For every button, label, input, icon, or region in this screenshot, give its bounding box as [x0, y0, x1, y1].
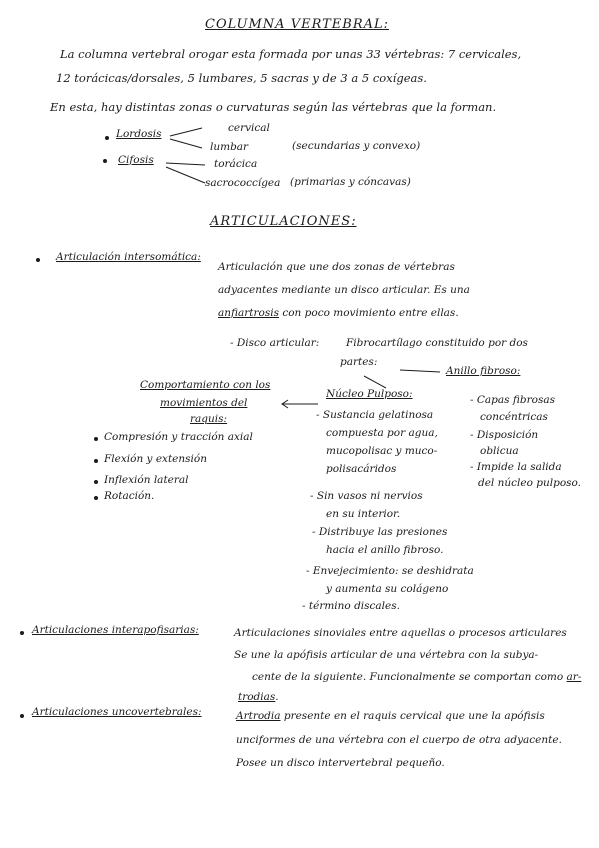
intro-line-3: En esta, hay distintas zonas o curvaturas según las vértebras que la forman.	[50, 100, 497, 114]
page-title: COLUMNA VERTEBRAL:	[205, 17, 390, 32]
anillo-heading: Anillo fibroso:	[446, 365, 521, 377]
line-lordosis-lumbar	[170, 139, 202, 148]
uncovertebrales-line-1: presente en el raquis cervical que une la apófisis	[280, 710, 545, 722]
nucleo-heading: Núcleo Pulposo:	[326, 388, 413, 400]
lumbar-label: lumbar	[210, 141, 249, 153]
lordosis-label: Lordosis	[116, 128, 162, 140]
nucleo-item: hacia el anillo fibroso.	[326, 544, 444, 556]
bullet-lordosis	[105, 136, 109, 140]
bullet-cifosis	[103, 159, 107, 163]
bullet-intersomatica	[36, 258, 40, 262]
interapofisarias-line-3: cente de la siguiente. Funcionalmente se comportan como	[252, 671, 567, 683]
anfiartrosis-term: anfiartrosis	[218, 307, 280, 319]
nucleo-item: - Distribuye las presiones	[312, 526, 448, 538]
arrow-to-comportamiento	[282, 400, 318, 408]
intro-line-1: La columna vertebral orogar esta formada por unas 33 vértebras: 7 cervicales,	[60, 47, 522, 61]
anillo-item: - Capas fibrosas	[470, 394, 555, 406]
sacrococcigea-label: sacrococcígea	[205, 177, 281, 189]
disco-label: - Disco articular:	[230, 337, 320, 349]
intersomatica-line-3: con poco movimiento entre ellas.	[279, 307, 459, 319]
line-to-nucleo	[364, 376, 386, 388]
nucleo-item: - Sustancia gelatinosa	[316, 409, 434, 421]
comportamiento-line-3: raquis:	[190, 413, 228, 425]
artrodias-term-part-1: ar-	[566, 671, 582, 683]
nucleo-item: en su interior.	[326, 508, 401, 520]
comportamiento-item: Inflexión lateral	[104, 474, 189, 486]
toracica-label: torácica	[214, 158, 258, 170]
interapofisarias-line-1: Articulaciones sinoviales entre aquellas o procesos articulares	[234, 627, 567, 639]
line-cifosis-sacro	[166, 167, 205, 183]
comportamiento-item: Compresión y tracción axial	[104, 431, 253, 443]
interapofisarias-line-2: Se une la apófisis articular de una vértebra con la subya-	[234, 649, 539, 661]
comportamiento-line-1: Comportamiento con los	[140, 379, 271, 391]
comportamiento-item: Rotación.	[104, 490, 155, 502]
anillo-item: - Impide la salida	[470, 461, 562, 473]
uncovertebrales-label: Articulaciones uncovertebrales:	[32, 706, 202, 718]
comportamiento-line-2: movimientos del	[160, 397, 248, 409]
comportamiento-item: Flexión y extensión	[104, 453, 207, 465]
nucleo-item: - Envejecimiento: se deshidrata	[306, 565, 474, 577]
line-cifosis-toracica	[166, 163, 205, 165]
disco-line-1: Fibrocartílago constituido por dos	[346, 337, 528, 349]
uncovertebrales-line-3: Posee un disco intervertebral pequeño.	[236, 757, 445, 769]
lordosis-note: (secundarias y convexo)	[292, 140, 421, 152]
nucleo-item: - término discales.	[302, 600, 400, 612]
artrodia-term: Artrodia	[236, 710, 281, 722]
bullet-comportamiento	[94, 496, 98, 500]
line-to-anillo	[400, 370, 440, 372]
bullet-uncovertebrales	[20, 714, 24, 718]
interapofisarias-line-4: .	[275, 691, 279, 703]
bullet-comportamiento	[94, 459, 98, 463]
intersomatica-line-1: Articulación que une dos zonas de vértebras	[218, 261, 455, 273]
cifosis-label: Cifosis	[118, 154, 154, 166]
anillo-item: concéntricas	[480, 411, 548, 423]
nucleo-item: - Sin vasos ni nervios	[310, 490, 423, 502]
nucleo-item: mucopolisac y muco-	[326, 445, 438, 457]
nucleo-item: compuesta por agua,	[326, 427, 438, 439]
artrodias-term-part-2: trodias	[238, 691, 276, 703]
cervical-label: cervical	[228, 122, 270, 134]
anillo-item: - Disposición	[470, 429, 539, 441]
intersomatica-line-2: adyacentes mediante un disco articular. Es una	[218, 284, 470, 296]
nucleo-item: y aumenta su colágeno	[326, 583, 449, 595]
intro-line-2: 12 torácicas/dorsales, 5 lumbares, 5 sacras y de 3 a 5 coxígeas.	[56, 71, 427, 85]
line-lordosis-cervical	[170, 128, 202, 136]
bullet-interapofisarias	[20, 631, 24, 635]
articulaciones-title: ARTICULACIONES:	[210, 214, 357, 229]
nucleo-item: polisacáridos	[326, 463, 397, 475]
disco-line-2: partes:	[340, 356, 378, 368]
bullet-comportamiento	[94, 437, 98, 441]
intersomatica-label: Articulación intersomática:	[56, 251, 201, 263]
cifosis-note: (primarias y cóncavas)	[290, 176, 411, 188]
interapofisarias-label: Articulaciones interapofisarias:	[32, 624, 199, 636]
anillo-item: del núcleo pulposo.	[478, 477, 582, 489]
anillo-item: oblicua	[480, 445, 519, 457]
uncovertebrales-line-2: unciformes de una vértebra con el cuerpo de otra adyacente.	[236, 734, 562, 746]
bullet-comportamiento	[94, 480, 98, 484]
